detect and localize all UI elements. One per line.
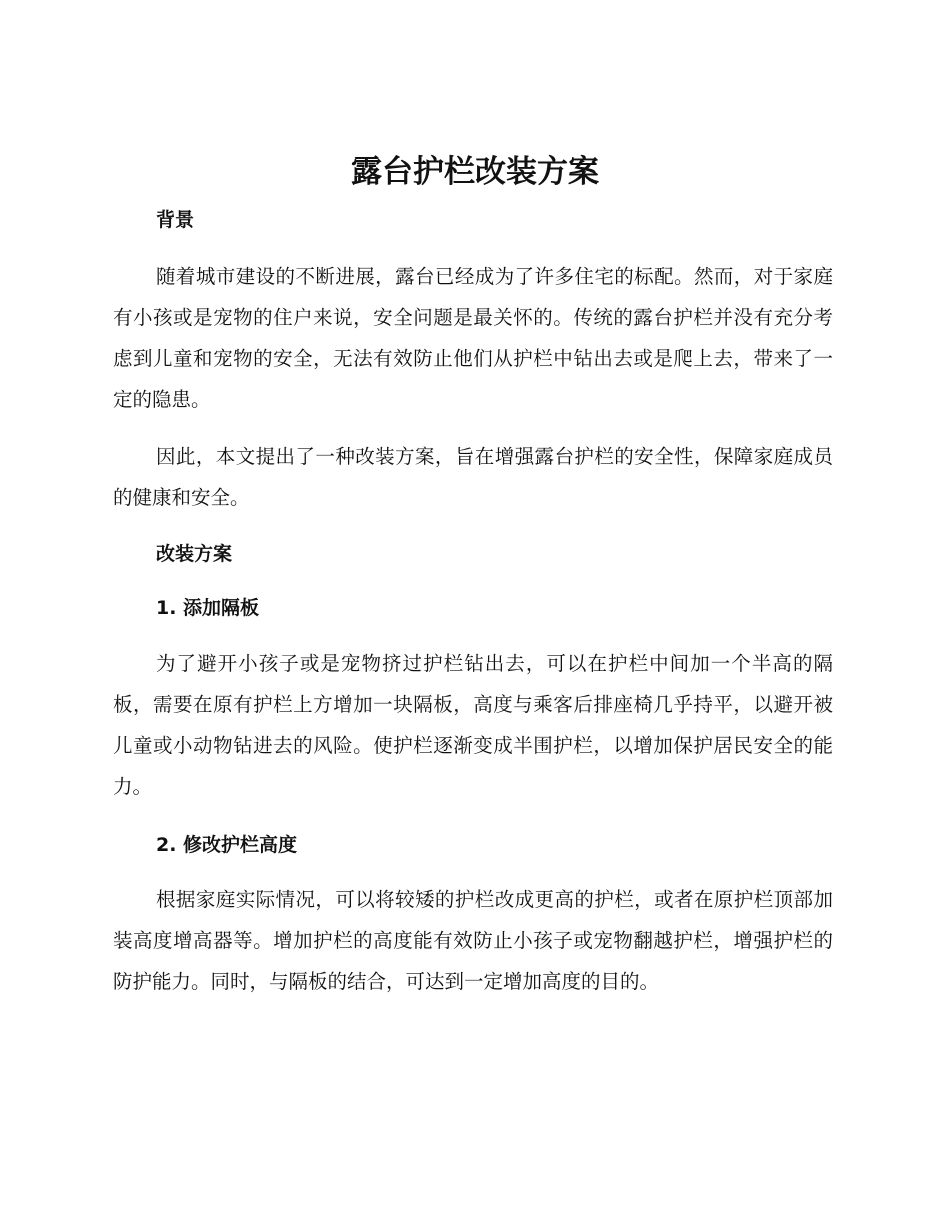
paragraph-add-partition: 为了避开小孩子或是宠物挤过护栏钻出去，可以在护栏中间加一个半高的隔板，需要在原有护栏上方增加一块隔板，高度与乘客后排座椅几乎持平，以避开被儿童或小动物钻进去的风险。使护栏逐渐变成半围护栏，以增加保护居民安全的能力。 bbox=[113, 652, 833, 798]
section-heading-background: 背景 bbox=[156, 209, 195, 231]
paragraph-background-1: 随着城市建设的不断进展，露台已经成为了许多住宅的标配。然而，对于家庭有小孩或是宠物的住户来说，安全问题是最关怀的。传统的露台护栏并没有充分考虑到儿童和宠物的安全，无法有效防止他们从护栏中钻出去或是爬上去，带来了一定的隐患。 bbox=[113, 265, 833, 411]
document-title: 露台护栏改装方案 bbox=[351, 154, 599, 190]
paragraph-background-2: 因此，本文提出了一种改装方案，旨在增强露台护栏的安全性，保障家庭成员的健康和安全。 bbox=[113, 445, 833, 509]
section-heading-plan: 改装方案 bbox=[156, 543, 233, 565]
paragraph-modify-height: 根据家庭实际情况，可以将较矮的护栏改成更高的护栏，或者在原护栏顶部加装高度增高器等。增加护栏的高度能有效防止小孩子或宠物翻越护栏，增强护栏的防护能力。同时，与隔板的结合，可达到一定增加高度的目的。 bbox=[113, 888, 833, 993]
subheading-modify-height: 2. 修改护栏高度 bbox=[156, 834, 298, 856]
subheading-add-partition: 1. 添加隔板 bbox=[156, 597, 260, 619]
